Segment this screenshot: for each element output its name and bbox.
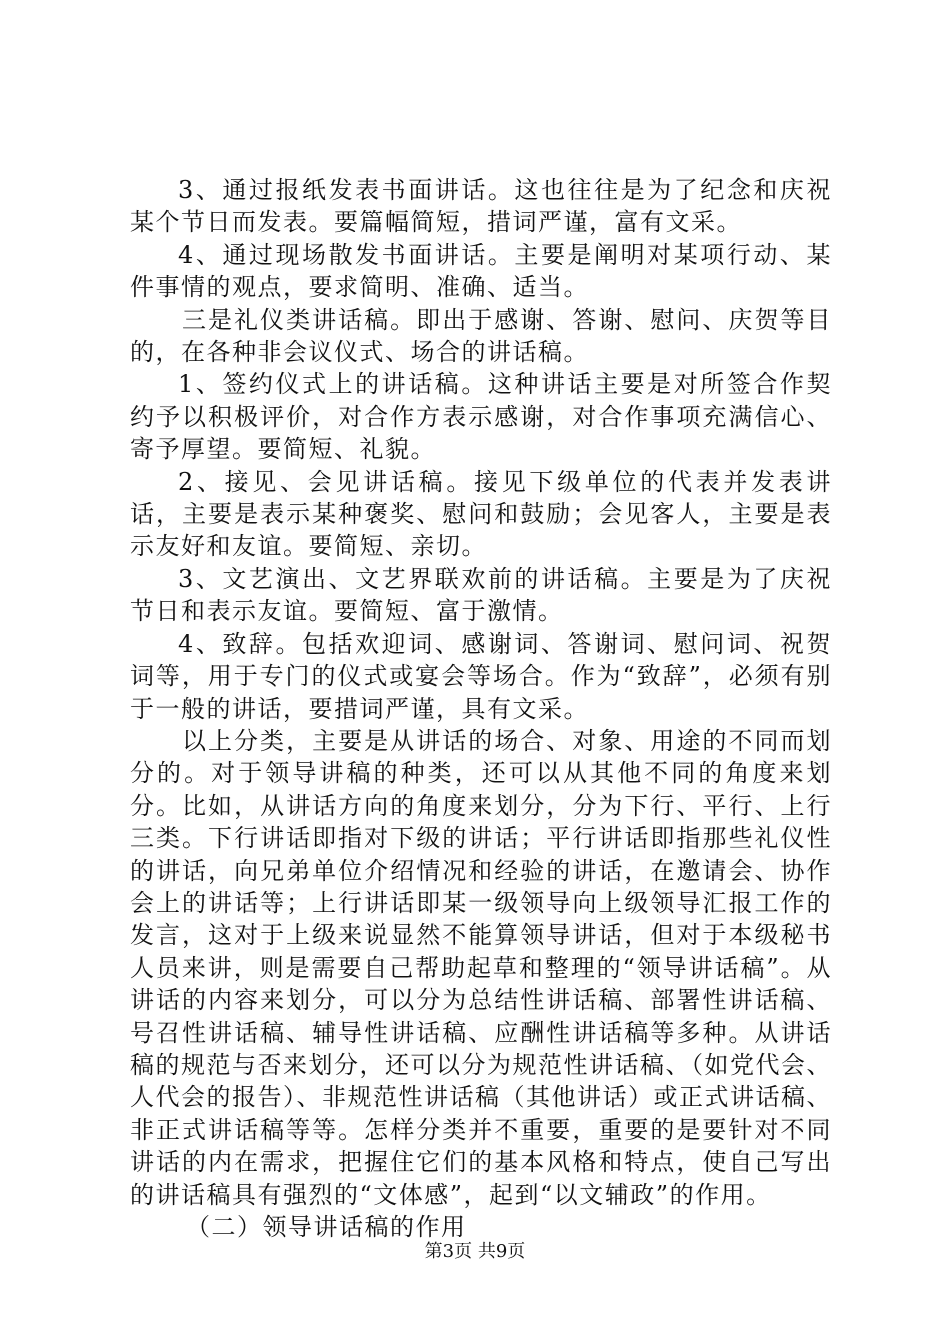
section-heading-speech-function: （二）领导讲话稿的作用 (186, 1213, 467, 1241)
paragraph-performance-speech: 3、文艺演出、文艺界联欢前的讲话稿。主要是为了庆祝节日和表示友谊。要简短、富于激情。 (130, 564, 832, 626)
paragraph-address-speech: 4、致辞。包括欢迎词、感谢词、答谢词、慰问词、祝贺词等，用于专门的仪式或宴会等场合。作为“致辞”，必须有别于一般的讲话，要措词严谨，具有文采。 (130, 629, 832, 723)
page-number-footer: 第3页 共9页 (424, 1241, 526, 1262)
document-body (130, 174, 832, 1243)
paragraph-newspaper-speech: 3、通过报纸发表书面讲话。这也往往是为了纪念和庆祝某个节日而发表。要篇幅简短，措词严谨，富有文采。 (130, 176, 832, 237)
paragraph-onsite-handout-speech: 4、通过现场散发书面讲话。主要是阐明对某项行动、某件事情的观点，要求简明、准确、适当。 (130, 240, 832, 302)
paragraph-ceremonial-speech-category: 三是礼仪类讲话稿。即出于感谢、答谢、慰问、庆贺等目的，在各种非会议仪式、场合的讲话稿。 (130, 305, 832, 367)
paragraph-reception-speech: 2、接见、会见讲话稿。接见下级单位的代表并发表讲话，主要是表示某种褒奖、慰问和鼓励；会见客人，主要是表示友好和友谊。要简短、亲切。 (130, 467, 832, 561)
paragraph-classification-summary: 以上分类，主要是从讲话的场合、对象、用途的不同而划分的。对于领导讲稿的种类，还可以从其他不同的角度来划分。比如，从讲话方向的角度来划分，分为下行、平行、上行三类。下行讲话即指对下级的讲话；平行讲话即指那些礼仪性的讲话，向兄弟单位介绍情况和经验的讲话，在邀请会、协作会上的讲话等；上行讲话即某一级领导向上级领导汇报工作的发言，这对于上级来说显然不能算领导讲话，但对于本级秘书人员来讲，则是需要自己帮助起草和整理的“领导讲话稿”。从讲话的内容来划分，可以分为总结性讲话稿、部署性讲话稿、号召性讲话稿、辅导性讲话稿、应酬性讲话稿等多种。从讲话稿的规范与否来划分，还可以分为规范性讲话稿、（如党代会、人代会的报告）、非规范性讲话稿（其他讲话）或正式讲话稿、非正式讲话稿等等。怎样分类并不重要，重要的是要针对不同讲话的内在需求，把握住它们的基本风格和特点，使自己写出的讲话稿具有强烈的“文体感”，起到“以文辅政”的作用。 (130, 726, 832, 1209)
paragraph-signing-ceremony-speech: 1、签约仪式上的讲话稿。这种讲话主要是对所签合作契约予以积极评价，对合作方表示感谢，对合作事项充满信心、寄予厚望。要简短、礼貌。 (130, 370, 832, 464)
